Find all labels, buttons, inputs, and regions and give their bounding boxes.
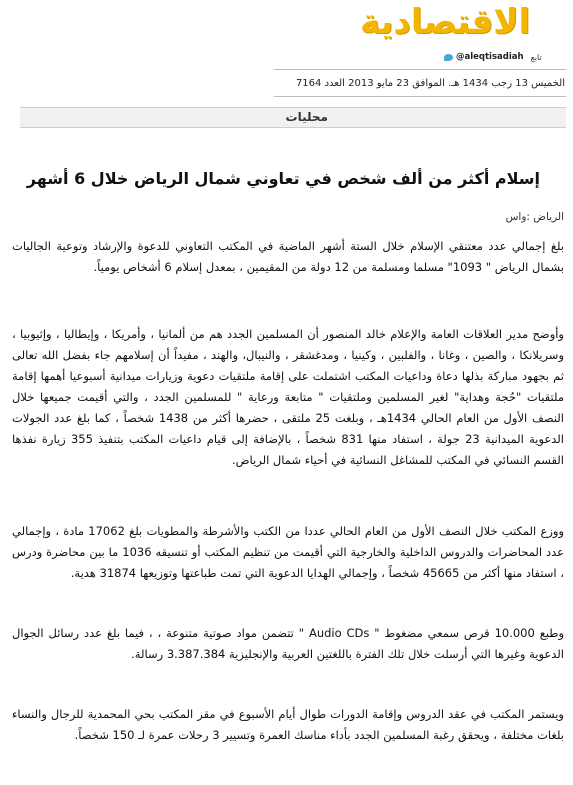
- article-source: الرياض :واس: [505, 211, 564, 223]
- article-paragraph: ويستمر المكتب في عقد الدروس وإقامة الدورات طوال أيام الأسبوع في مقر المكتب بحي المحمدية للرجال والنساء بلغات مختلفة ، ويحقق رغبة المسلمين الجدد بأداء مناسك العمرة وتسيير 3 رحلات عمرة لـ 150 شخصاً.: [12, 707, 564, 742]
- logo-text: الاقتصادية: [360, 2, 531, 42]
- article-title: إسلام أكثر من ألف شخص في تعاوني شمال الرياض خلال 6 أشهر: [26, 168, 540, 188]
- article-paragraph: ووزع المكتب خلال النصف الأول من العام الحالي عددا من الكتب والأشرطة والمطويات بلغ 17062 مادة ، وإجمالي عدد المحاضرات والدروس الداخلية والخارجية التي أقيمت من تنظيم المكتب أو تنسيقه 1036 ما بين محاضرة ودرس ، استفاد منها أكثر من 45665 شخصاً ، وإجمالي الهدايا الدعوية التي تمت طباعتها وتوزيعها 31874 هدية.: [12, 524, 565, 580]
- article-paragraph: وأوضح مدير العلاقات العامة والإعلام خالد المنصور أن المسلمين الجدد هم من ألمانيا ، وأمريكا ، وإيطاليا ، وإثيوبيا ، وسريلانكا ، والصين ، وغانا ، والفلبين ، وكينيا ، ومدغشقر ، والنيبال، والهند ، مفيداً أن إسلامهم جاء بفضل الله تعالى ثم بجهود مباركة بذلها دعاة وداعيات المكتب اشتملت على إقامة ملتقيات دعوية وزيارات ميدانية أسبوعيا أهمها إقامة ملتقيات "حُجة وهداية" لغير المسلمين وملتقيات " متابعة ورعاية " للمسلمين الجدد ، والتي أقيمت جميعها خلال النصف الأول من العام الحالي 1434هـ ، وبلغت 25 ملتقى ، حضرها أكثر من 1438 شخصاً ، كما بلغ عدد الجولات الدعوية الميدانية 23 جولة ، استفاد منها 831 شخصاً ، بالإضافة إلى قيام داعيات المكتب بتنفيذ 355 زيارة نفذها القسم النسائي في المكتب للمشاغل النسائية في أحياء شمال الرياض.: [12, 327, 565, 467]
- section-label[interactable]: محليات: [285, 110, 328, 124]
- article-paragraph: بلغ إجمالي عدد معتنقي الإسلام خلال الستة أشهر الماضية في المكتب التعاوني للدعوة والإرشاد وتوعية الجاليات بشمال الرياض " 1093" مسلما ومسلمة من 12 دولة من المقيمين ، بمعدل إسلام 6 أشخاص يومياً.: [12, 239, 564, 274]
- page-header: [0, 0, 573, 108]
- header-divider-bottom: [274, 96, 566, 97]
- section-bar: [20, 107, 566, 128]
- dateline: الخميس 13 رجب 1434 هـ. الموافق 23 مايو 2013 العدد 7164: [295, 78, 565, 89]
- newspaper-logo[interactable]: [360, 2, 565, 42]
- twitter-follow-link[interactable]: [444, 50, 542, 64]
- twitter-bird-icon: [444, 54, 453, 61]
- header-divider-top: [274, 69, 566, 70]
- twitter-follow-label: تابع: [530, 52, 542, 62]
- article-paragraph: وطبع 10.000 قرص سمعي مضغوط " Audio CDs " تتضمن مواد صوتية متنوعة ، ، فيما بلغ عدد رسائل الجوال الدعوية وغيرها التي أرسلت خلال تلك الفترة باللغتين العربية والإنجليزية 3.387.384 رسالة.: [12, 626, 564, 661]
- twitter-handle: @aleqtisadiah: [456, 52, 524, 62]
